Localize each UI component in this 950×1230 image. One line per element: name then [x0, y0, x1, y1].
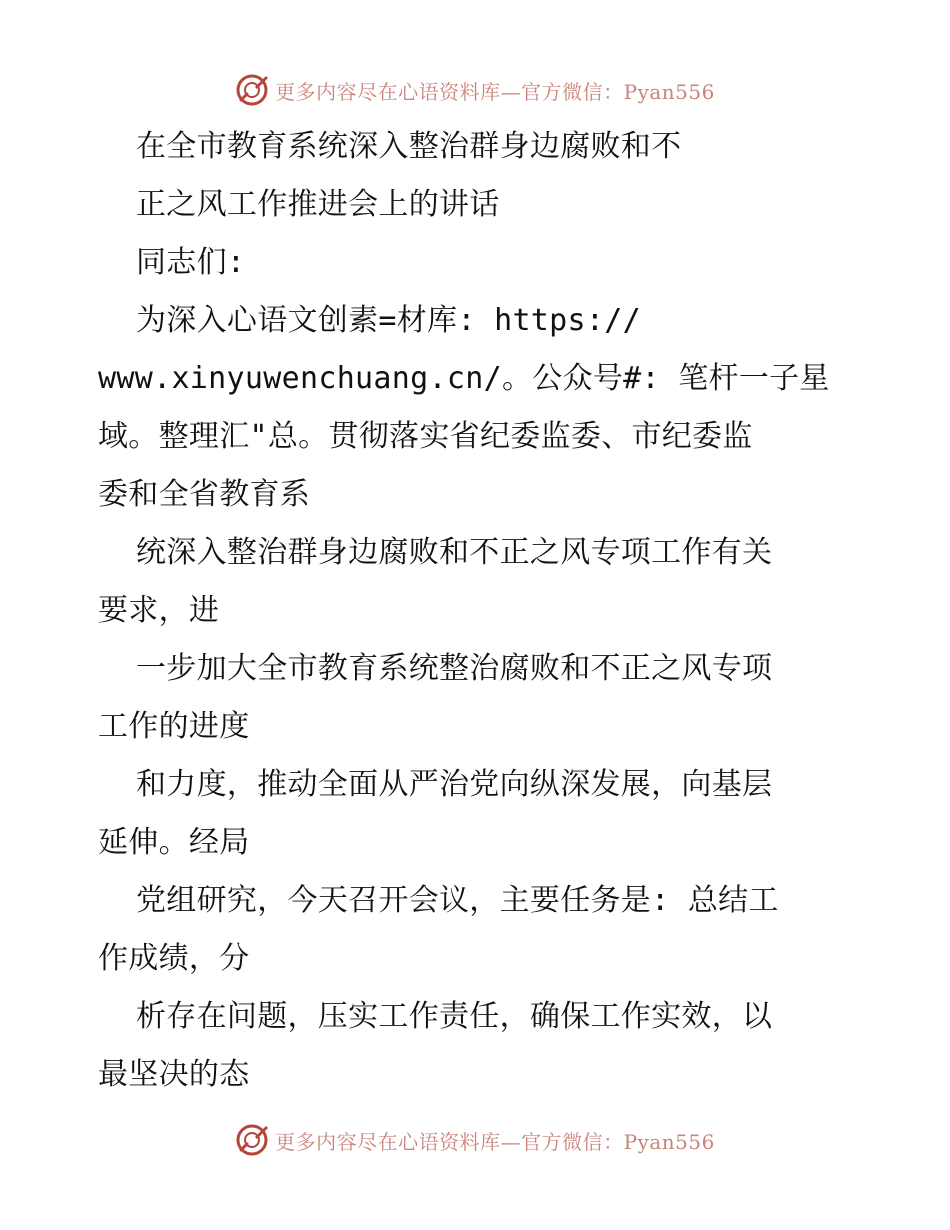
pen-nib-logo-icon — [235, 73, 269, 107]
header-watermark — [0, 70, 950, 110]
pen-nib-logo-icon — [235, 1123, 269, 1157]
title-line-2: 正之风工作推进会上的讲话 — [136, 187, 500, 222]
paragraph-line: 为深入心语文创素=材库: https:// — [136, 303, 641, 338]
document-body — [98, 118, 858, 1104]
paragraph-line: 一步加大全市教育系统整治腐败和不正之风专项 — [136, 651, 773, 686]
paragraph-line: www.xinyuwenchuang.cn/。公众号#: 笔杆一子星 — [98, 361, 830, 396]
salutation: 同志们: — [136, 245, 246, 280]
paragraph-line: 委和全省教育系 — [98, 477, 311, 512]
watermark-text: 更多内容尽在心语资料库—官方微信：Pyan556 — [275, 79, 715, 104]
paragraph-line: 析存在问题，压实工作责任，确保工作实效，以 — [136, 999, 773, 1034]
paragraph-line: 要求，进 — [98, 593, 220, 628]
title-line-1: 在全市教育系统深入整治群身边腐败和不 — [136, 129, 682, 164]
paragraph-line: 统深入整治群身边腐败和不正之风专项工作有关 — [136, 535, 773, 570]
watermark-text: 更多内容尽在心语资料库—官方微信：Pyan556 — [275, 1129, 715, 1154]
paragraph-line: 延伸。经局 — [98, 825, 250, 860]
paragraph-line: 最坚决的态 — [98, 1057, 250, 1092]
paragraph-line: 域。整理汇"总。贯彻落实省纪委监委、市纪委监 — [98, 419, 753, 454]
paragraph-line: 党组研究，今天召开会议，主要任务是: 总结工 — [136, 883, 779, 918]
paragraph-line: 和力度，推动全面从严治党向纵深发展，向基层 — [136, 767, 773, 802]
paragraph-line: 作成绩，分 — [98, 941, 250, 976]
paragraph-line: 工作的进度 — [98, 709, 250, 744]
footer-watermark — [0, 1120, 950, 1160]
